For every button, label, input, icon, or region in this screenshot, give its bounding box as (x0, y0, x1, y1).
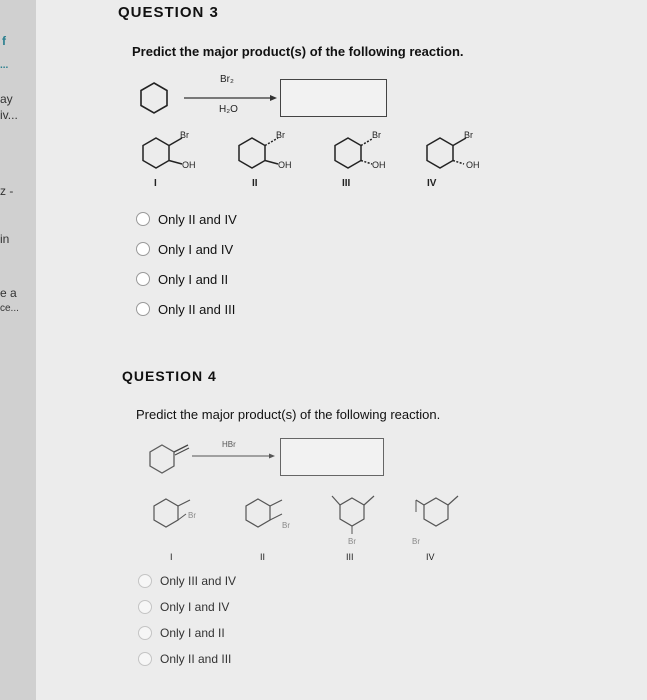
q4-product-label-2: II (260, 552, 266, 562)
atom-label-oh: OH (182, 160, 196, 170)
q3-choice-option[interactable] (136, 264, 237, 294)
reagent-hbr: HBr (222, 440, 236, 449)
q3-choice-option[interactable] (136, 204, 237, 234)
choice-label: Only I and IV (160, 600, 230, 614)
radio-button[interactable] (138, 574, 152, 588)
radio-button[interactable] (136, 242, 150, 256)
sidebar-fragment: ce... (0, 303, 19, 314)
question-4-answer-box (280, 438, 384, 476)
atom-label-br: Br (348, 537, 356, 546)
choice-label: Only II and IV (158, 211, 237, 227)
q4-choice-option[interactable] (138, 620, 236, 646)
choice-label: Only I and II (158, 271, 229, 287)
sidebar-fragment: ay (0, 92, 13, 106)
radio-button[interactable] (136, 272, 150, 286)
sidebar (0, 0, 37, 700)
q4-product-label-4: IV (426, 552, 435, 562)
q4-product-label-3: III (346, 552, 354, 562)
atom-label-br: Br (464, 130, 473, 140)
reaction-arrow-icon (192, 452, 276, 460)
q3-product-label-2: II (252, 178, 258, 189)
reaction-arrow-icon (184, 94, 278, 102)
sidebar-fragment: e a (0, 286, 17, 300)
atom-label-br: Br (276, 130, 285, 140)
radio-button[interactable] (136, 212, 150, 226)
question-4-heading: QUESTION 4 (122, 368, 217, 384)
question-3-choices (136, 204, 237, 324)
question-3-prompt: Predict the major product(s) of the following reaction. (132, 44, 464, 59)
question-3-answer-box (280, 79, 387, 117)
atom-label-br: Br (412, 537, 420, 546)
choice-label: Only II and III (158, 301, 236, 317)
q3-choice-option[interactable] (136, 294, 237, 324)
methylenecyclohexane-icon (144, 440, 192, 474)
q3-product-label-1: I (154, 178, 157, 189)
radio-button[interactable] (138, 652, 152, 666)
q4-product-2-structure (242, 494, 306, 534)
sidebar-fragment: iv... (0, 108, 18, 122)
q4-product-1-structure (150, 494, 210, 530)
q3-product-label-3: III (342, 178, 351, 189)
atom-label-oh: OH (466, 160, 480, 170)
reagent-br2: Br₂ (220, 74, 234, 85)
choice-label: Only I and IV (158, 241, 234, 257)
choice-label: Only III and IV (160, 574, 237, 588)
sidebar-fragment[interactable]: f (2, 34, 6, 48)
q3-choice-option[interactable] (136, 234, 237, 264)
q3-product-1-structure (136, 128, 216, 176)
q3-product-3-structure (328, 128, 408, 176)
choice-label: Only I and II (160, 626, 225, 640)
q3-product-2-structure (232, 128, 312, 176)
atom-label-oh: OH (372, 160, 386, 170)
q3-product-4-structure (420, 128, 500, 176)
atom-label-br: Br (372, 130, 381, 140)
q3-product-label-4: IV (427, 178, 437, 189)
q4-choice-option[interactable] (138, 646, 236, 672)
q4-choice-option[interactable] (138, 568, 236, 594)
main-content (36, 0, 647, 700)
q4-product-3-structure (330, 490, 384, 546)
reagent-h2o: H₂O (219, 104, 238, 115)
sidebar-fragment: z - (0, 184, 14, 198)
radio-button[interactable] (138, 626, 152, 640)
choice-label: Only II and III (160, 652, 232, 666)
atom-label-br: Br (282, 521, 290, 530)
atom-label-oh: OH (278, 160, 292, 170)
atom-label-br: Br (180, 130, 189, 140)
q4-product-4-structure (412, 490, 466, 550)
cyclohexene-icon (136, 80, 172, 116)
q4-product-label-1: I (170, 552, 173, 562)
sidebar-fragment: in (0, 232, 10, 246)
radio-button[interactable] (136, 302, 150, 316)
question-3-heading: QUESTION 3 (118, 4, 219, 21)
question-4-choices (138, 568, 236, 672)
atom-label-br: Br (188, 511, 196, 520)
radio-button[interactable] (138, 600, 152, 614)
question-4-prompt: Predict the major product(s) of the following reaction. (136, 407, 441, 422)
sidebar-fragment[interactable]: ... (0, 60, 9, 71)
q4-choice-option[interactable] (138, 594, 236, 620)
